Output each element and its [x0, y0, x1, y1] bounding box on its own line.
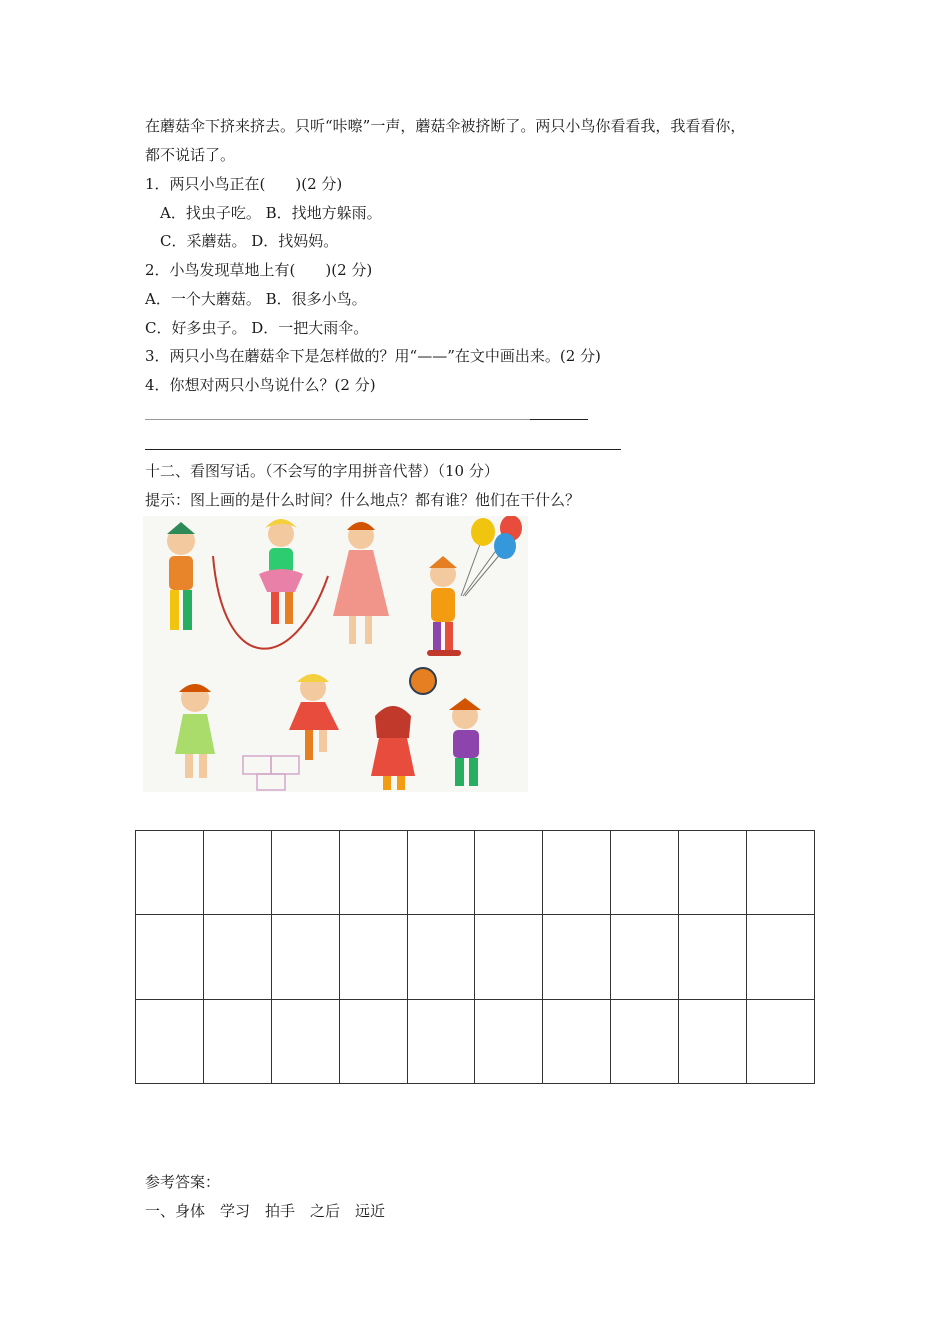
- writing-grid-cell[interactable]: [747, 915, 815, 999]
- question-2: 2．小鸟发现草地上有( )(2 分): [145, 261, 373, 279]
- answer-line-1-tail: [530, 419, 588, 420]
- writing-grid-cell[interactable]: [475, 831, 543, 915]
- writing-grid-cell[interactable]: [271, 831, 339, 915]
- writing-grid-cell[interactable]: [679, 915, 747, 999]
- writing-grid-cell[interactable]: [339, 999, 407, 1083]
- section-12-heading: 十二、看图写话。（不会写的字用拼音代替）（10 分）: [145, 462, 499, 480]
- writing-grid-cell[interactable]: [339, 915, 407, 999]
- writing-grid-cell[interactable]: [611, 915, 679, 999]
- question-2-options-cd: C．好多虫子。 D．一把大雨伞。: [145, 319, 369, 337]
- writing-grid-cell[interactable]: [543, 915, 611, 999]
- writing-grid-cell[interactable]: [747, 831, 815, 915]
- writing-grid-cell[interactable]: [339, 831, 407, 915]
- writing-grid-cell[interactable]: [611, 831, 679, 915]
- writing-grid-cell[interactable]: [679, 999, 747, 1083]
- answer-line-2[interactable]: [145, 449, 621, 450]
- writing-grid-cell[interactable]: [747, 999, 815, 1083]
- answer-line-1[interactable]: [145, 419, 530, 420]
- writing-grid-cell[interactable]: [475, 999, 543, 1083]
- writing-grid-cell[interactable]: [136, 999, 204, 1083]
- writing-grid-cell[interactable]: [679, 831, 747, 915]
- answers-title: 参考答案：: [145, 1173, 221, 1191]
- passage-line-2: 都不说话了。: [145, 146, 236, 164]
- ball: [410, 668, 436, 694]
- question-2-options-ab: A．一个大蘑菇。 B．很多小鸟。: [145, 290, 367, 308]
- question-1-options-ab: A．找虫子吃。 B．找地方躲雨。: [160, 204, 382, 222]
- question-1: 1．两只小鸟正在( )(2 分): [145, 175, 343, 193]
- writing-grid-row: [136, 915, 815, 999]
- question-3: 3．两只小鸟在蘑菇伞下是怎样做的？用“——”在文中画出来。(2 分): [145, 347, 601, 365]
- writing-grid: [135, 830, 815, 1084]
- writing-grid-cell[interactable]: [475, 915, 543, 999]
- writing-grid-cell[interactable]: [407, 831, 475, 915]
- writing-grid-cell[interactable]: [203, 999, 271, 1083]
- writing-grid-cell[interactable]: [136, 831, 204, 915]
- writing-grid-row: [136, 831, 815, 915]
- writing-grid-cell[interactable]: [203, 915, 271, 999]
- question-4: 4．你想对两只小鸟说什么？(2 分): [145, 376, 376, 394]
- writing-grid-row: [136, 999, 815, 1083]
- question-1-options-cd: C．采蘑菇。 D．找妈妈。: [160, 232, 339, 250]
- writing-grid-cell[interactable]: [136, 915, 204, 999]
- writing-grid-cell[interactable]: [611, 999, 679, 1083]
- writing-grid-cell[interactable]: [407, 999, 475, 1083]
- writing-grid-cell[interactable]: [271, 999, 339, 1083]
- writing-grid-cell[interactable]: [407, 915, 475, 999]
- writing-grid-cell[interactable]: [271, 915, 339, 999]
- writing-grid-cell[interactable]: [203, 831, 271, 915]
- section-12-hint: 提示：图上画的是什么时间？什么地点？都有谁？他们在干什么？: [145, 491, 581, 509]
- writing-grid-cell[interactable]: [543, 999, 611, 1083]
- children-playing-illustration: [143, 516, 528, 792]
- passage-line-1: 在蘑菇伞下挤来挤去。只听“咔嚓”一声，蘑菇伞被挤断了。两只小鸟你看看我，我看看你，: [145, 117, 746, 135]
- writing-grid-cell[interactable]: [543, 831, 611, 915]
- answers-line-1: 一、身体 学习 拍手 之后 远近: [145, 1202, 386, 1220]
